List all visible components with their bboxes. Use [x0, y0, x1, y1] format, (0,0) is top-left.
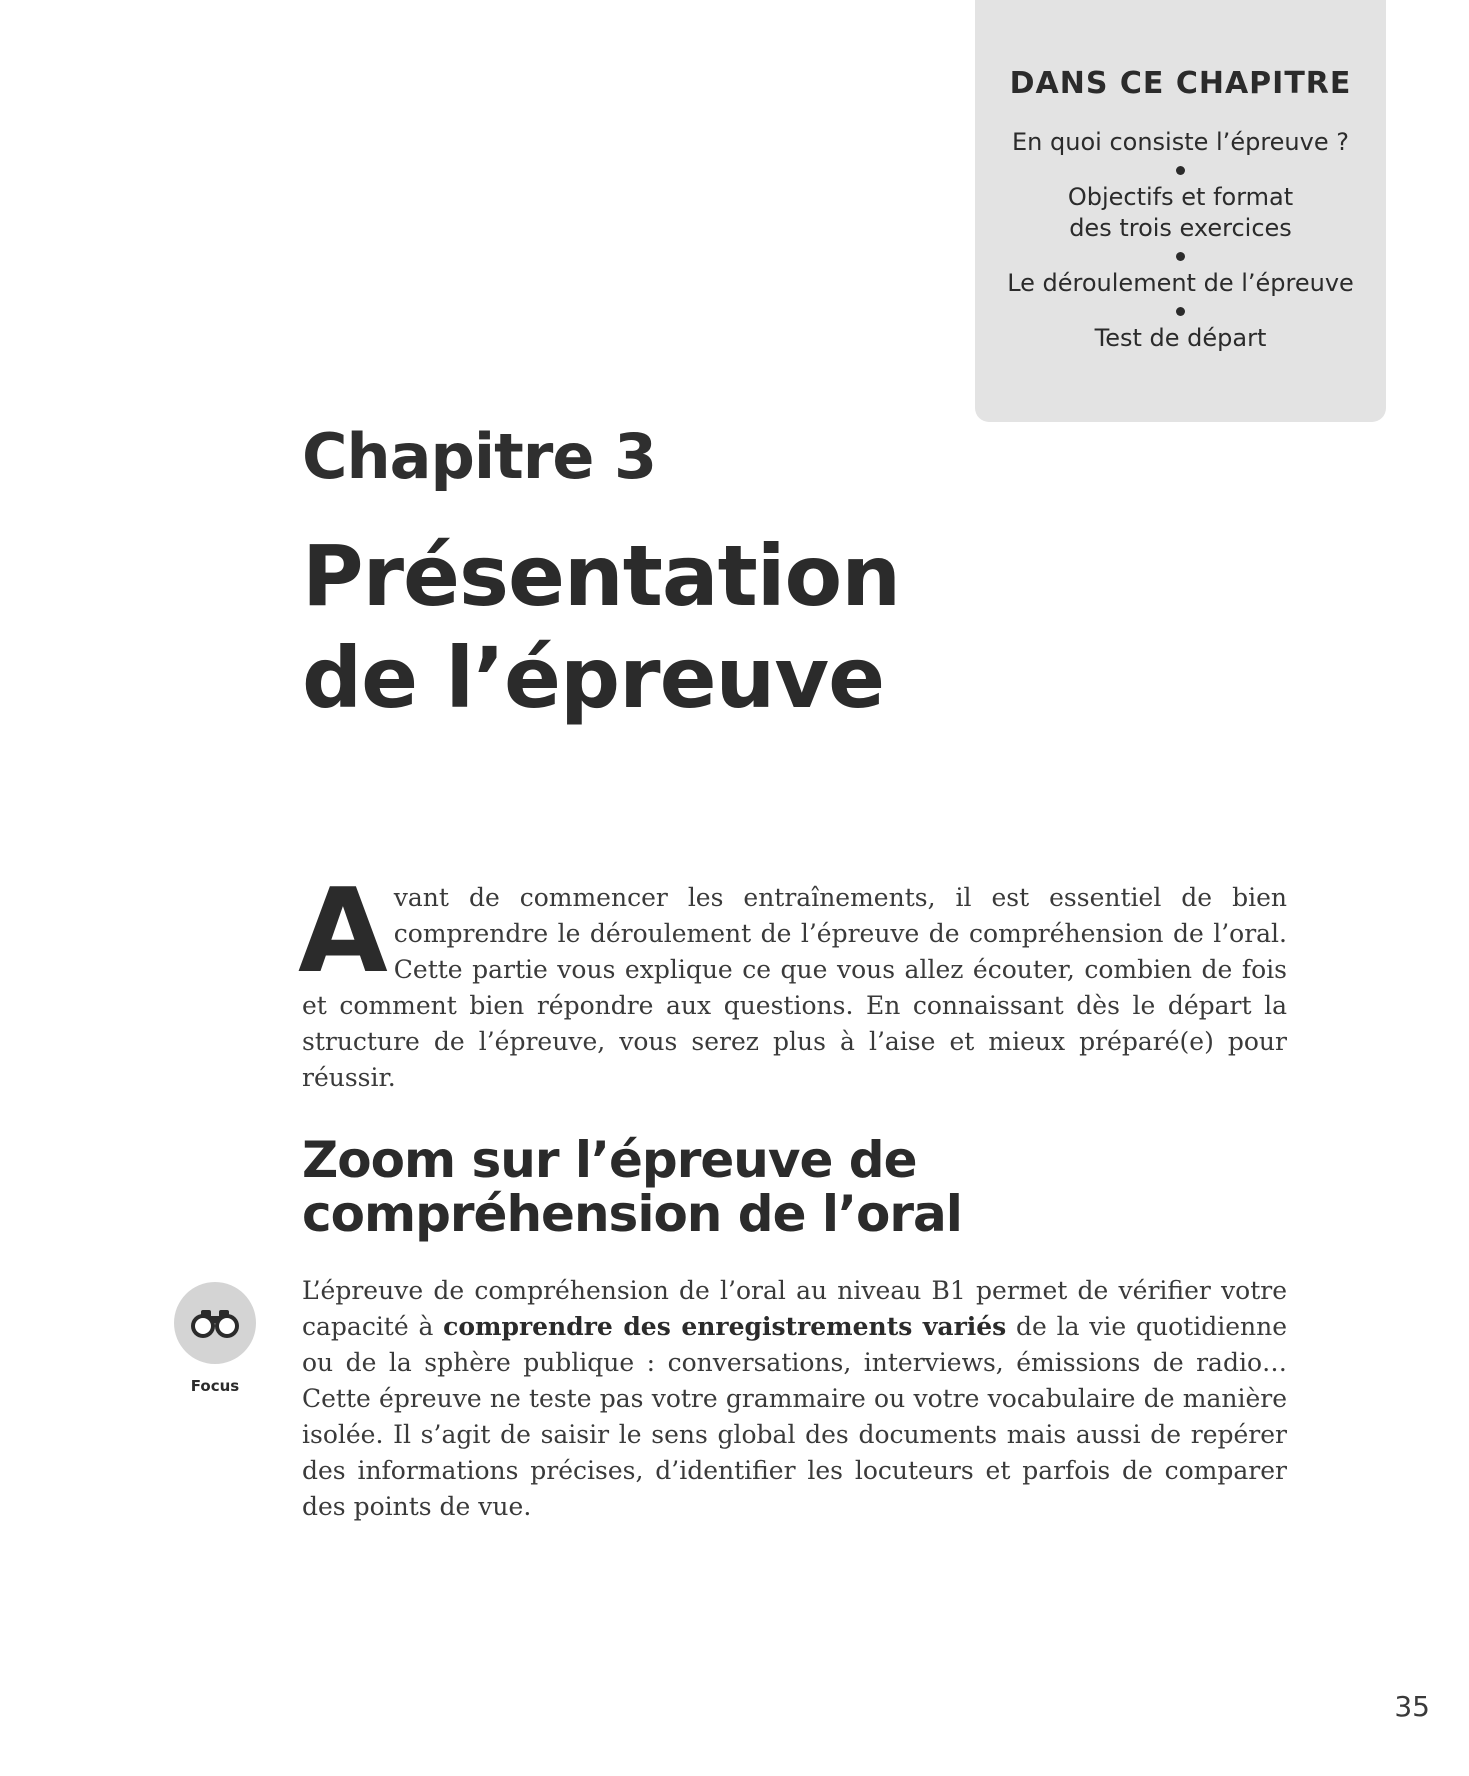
- bullet-separator: [975, 252, 1386, 261]
- intro-text: vant de commencer les entraînements, il est essentiel de bien comprendre le déroulement de l’épreuve de compréhension de l’oral. Cette partie vous explique ce que vous allez écouter, combien de fois et comment bien répondre aux questions. En connaissant dès le départ la structure de l’épreuve, vous serez plus à l’aise et mieux préparé(e) pour réussir.: [302, 883, 1287, 1092]
- emphasis-text: comprendre des enregistrements variés: [443, 1312, 1007, 1341]
- bullet-separator: [975, 307, 1386, 316]
- chapter-title-line: Présentation: [302, 527, 901, 625]
- intro-paragraph: [298, 864, 1287, 1096]
- chapter-contents-list: [975, 127, 1386, 354]
- section-paragraph: L’épreuve de compréhension de l’oral au niveau B1 permet de vérifier votre capacité à comprendre des enregistrements variés de la vie quotidienne ou de la sphère publique : conversations, interviews, émissions de radio… Cette épreuve ne teste pas votre grammaire ou votre vocabulaire de manière isolée. Il s’agit de saisir le sens global des documents mais aussi de repérer des informations précises, d’identifier les locuteurs et parfois de comparer des points de vue.: [302, 1276, 1287, 1521]
- chapter-title: [302, 525, 900, 729]
- chapter-contents-title: DANS CE CHAPITRE: [1009, 66, 1352, 101]
- drop-cap: A: [298, 864, 388, 999]
- section-title: [302, 1133, 962, 1241]
- chapter-contents-item: Objectifs et format des trois exercices: [1067, 183, 1294, 242]
- chapter-number: Chapitre 3: [302, 420, 657, 493]
- page-number: 35: [1394, 1690, 1430, 1723]
- section-title-line: Zoom sur l’épreuve de: [302, 1131, 917, 1189]
- section-title-line: compréhension de l’oral: [302, 1185, 962, 1243]
- chapter-contents-item: Test de départ: [1094, 324, 1267, 352]
- chapter-contents-item: Le déroulement de l’épreuve: [1007, 269, 1354, 297]
- binoculars-icon: [174, 1282, 256, 1364]
- chapter-title-line: de l’épreuve: [302, 629, 885, 727]
- chapter-contents-box: [975, 0, 1386, 422]
- focus-label: Focus: [190, 1377, 240, 1395]
- chapter-contents-item: En quoi consiste l’épreuve ?: [1012, 128, 1349, 156]
- bullet-separator: [975, 166, 1386, 175]
